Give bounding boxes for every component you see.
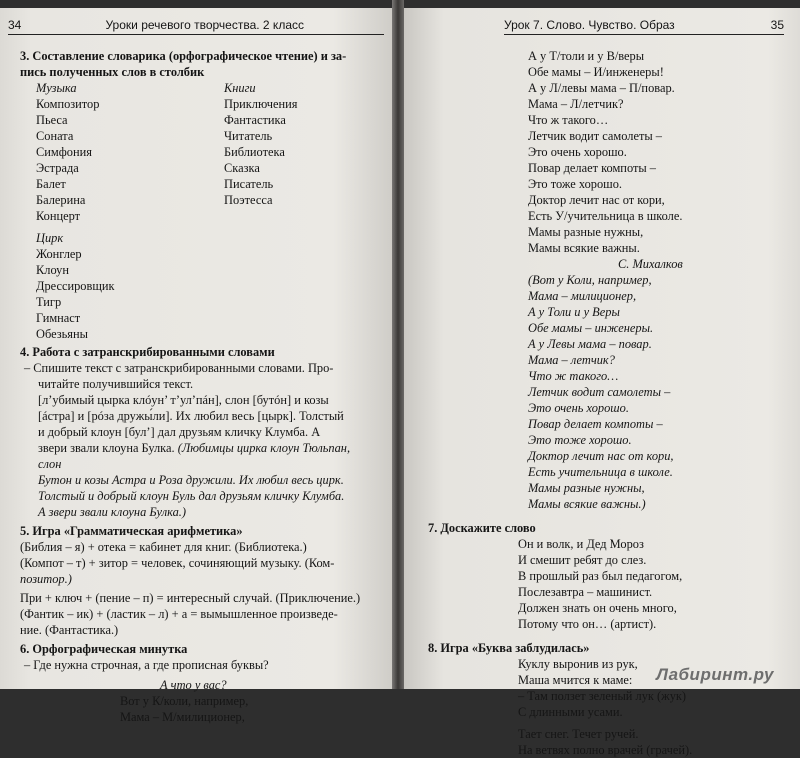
word-item: Музыка bbox=[36, 81, 77, 95]
word-item: Писатель bbox=[224, 177, 274, 191]
word-item: Тигр bbox=[36, 295, 62, 309]
word-item: Симфония bbox=[36, 145, 92, 159]
word-item: Клоун bbox=[36, 263, 69, 277]
word-item: Сказка bbox=[224, 161, 260, 175]
section-4-title: 4. Работа с затранскрибированными словами bbox=[20, 345, 275, 359]
word-item: Жонглер bbox=[36, 247, 82, 261]
right-page bbox=[404, 8, 800, 757]
word-item: Эстрада bbox=[36, 161, 79, 175]
word-item: Приключения bbox=[224, 97, 298, 111]
right-page-number: 35 bbox=[770, 18, 784, 32]
left-running-head: Уроки речевого творчества. 2 класс bbox=[105, 18, 304, 32]
word-item: Поэтесса bbox=[224, 193, 273, 207]
section-5-title: 5. Игра «Грамматическая арифметика» bbox=[20, 524, 243, 538]
word-item: Фантастика bbox=[224, 113, 286, 127]
right-running-head: Урок 7. Слово. Чувство. Образ bbox=[504, 18, 675, 32]
word-item: Балет bbox=[36, 177, 66, 191]
word-item: Библиотека bbox=[224, 145, 285, 159]
word-item: Книги bbox=[224, 81, 256, 95]
section-6-title: 6. Орфографическая минутка bbox=[20, 642, 188, 656]
section-8-verse: Куклу выронив из рук, Маша мчится к маме: – Там ползет зеленый лук (жук) С длинными усами. Тает снег. Течет ручей. На ветвях полно врачей (грачей). bbox=[518, 657, 693, 757]
right-page-content bbox=[428, 48, 784, 758]
verse-block-b: (Вот у Коли, например, Мама – милиционер, А у Толи и у Веры Обе мамы – инженеры. А у Левы мама – повар. Мама – летчик? Что ж такого… Летчик водит самолеты – Это очень хорошо. Повар делает компоты – Это тоже хорошо. Доктор лечит нас от кори, Есть учительница в школе. Мамы разные нужны, Мамы всякие важны.) bbox=[528, 273, 674, 511]
poem-author: С. Михалков bbox=[618, 257, 683, 271]
labirint-watermark: Лабиринт.ру bbox=[656, 665, 774, 684]
right-running-header bbox=[504, 18, 784, 35]
left-page-number: 34 bbox=[8, 18, 22, 32]
section-7-verse: Он и волк, и Дед Мороз И смешит ребят до слез. В прошлый раз был педагогом, Послезавтра – машинист. Должен знать он очень много, Потому что он… (артист). bbox=[518, 537, 683, 631]
word-item: Балерина bbox=[36, 193, 86, 207]
book-gutter bbox=[392, 0, 404, 689]
word-item: Пьеса bbox=[36, 113, 68, 127]
section-6-question: – Где нужна строчная, а где прописная буквы? bbox=[24, 658, 269, 672]
section-7-title: 7. Доскажите слово bbox=[428, 521, 536, 535]
word-item: Концерт bbox=[36, 209, 81, 223]
left-running-header bbox=[8, 18, 384, 35]
word-item: Соната bbox=[36, 129, 74, 143]
word-columns bbox=[20, 80, 376, 342]
word-item: Дрессировщик bbox=[36, 279, 115, 293]
section-3-title: 3. Составление словарика (орфографическое чтение) и за- пись полученных слов в столбик bbox=[20, 49, 347, 79]
word-item: Обезьяны bbox=[36, 327, 88, 341]
verse-block-a: А у Т/толи и у В/веры Обе мамы – И/инженеры! А у Л/левы мама – П/повар. Мама – Л/летчик? Что ж такого… Летчик водит самолеты – Это очень хорошо. Повар делает компоты – Это тоже хорошо. Доктор лечит нас от кори, Есть У/учительница в школе. Мамы разные нужны, Мамы всякие важны. bbox=[528, 49, 683, 255]
word-column-music-circus bbox=[20, 80, 224, 342]
word-column-books bbox=[224, 80, 376, 342]
word-item: Читатель bbox=[224, 129, 273, 143]
left-page bbox=[0, 8, 392, 724]
word-item: Гимнаст bbox=[36, 311, 81, 325]
word-item: Композитор bbox=[36, 97, 100, 111]
section-4-text: – Спишите текст с затранскрибированными словами. Про- читайте получившийся текст. [л’убимый цырка клóун’ т’ул’пáн], слон [бутóн] и козы [áстра] и [рóза дружы́ли]. Их любил весь [цырк]. Толстый и добрый клоун [бул’] дал друзьям кличку Клумба. А звери звали клоуна Булка. (Любимцы цирка клоун Тюльпан, слон Бутон и козы Астра и Роза дружили. Их любил весь цирк. Толстый и добрый клоун Буль дал друзьям кличку Клумба. А звери звали клоуна Булка.) bbox=[24, 361, 351, 519]
word-item: Цирк bbox=[36, 231, 64, 245]
left-page-content bbox=[20, 46, 376, 725]
section-8-title: 8. Игра «Буква заблудилась» bbox=[428, 641, 590, 655]
section-5-text: (Библия – я) + отека = кабинет для книг. (Библиотека.) (Компот – т) + зитор = человек, сочиняющий музыку. (Ком- позитор.) При + ключ + (пение – п) = интересный случай. (Приключение.) (Фантик – ик) + (ластик – л) + а = вымышленное произведе- ние. (Фантастика.) bbox=[20, 540, 361, 637]
section-6-verse: А что у вас? Вот у К/коли, например, Мама – М/милиционер, bbox=[120, 678, 249, 724]
